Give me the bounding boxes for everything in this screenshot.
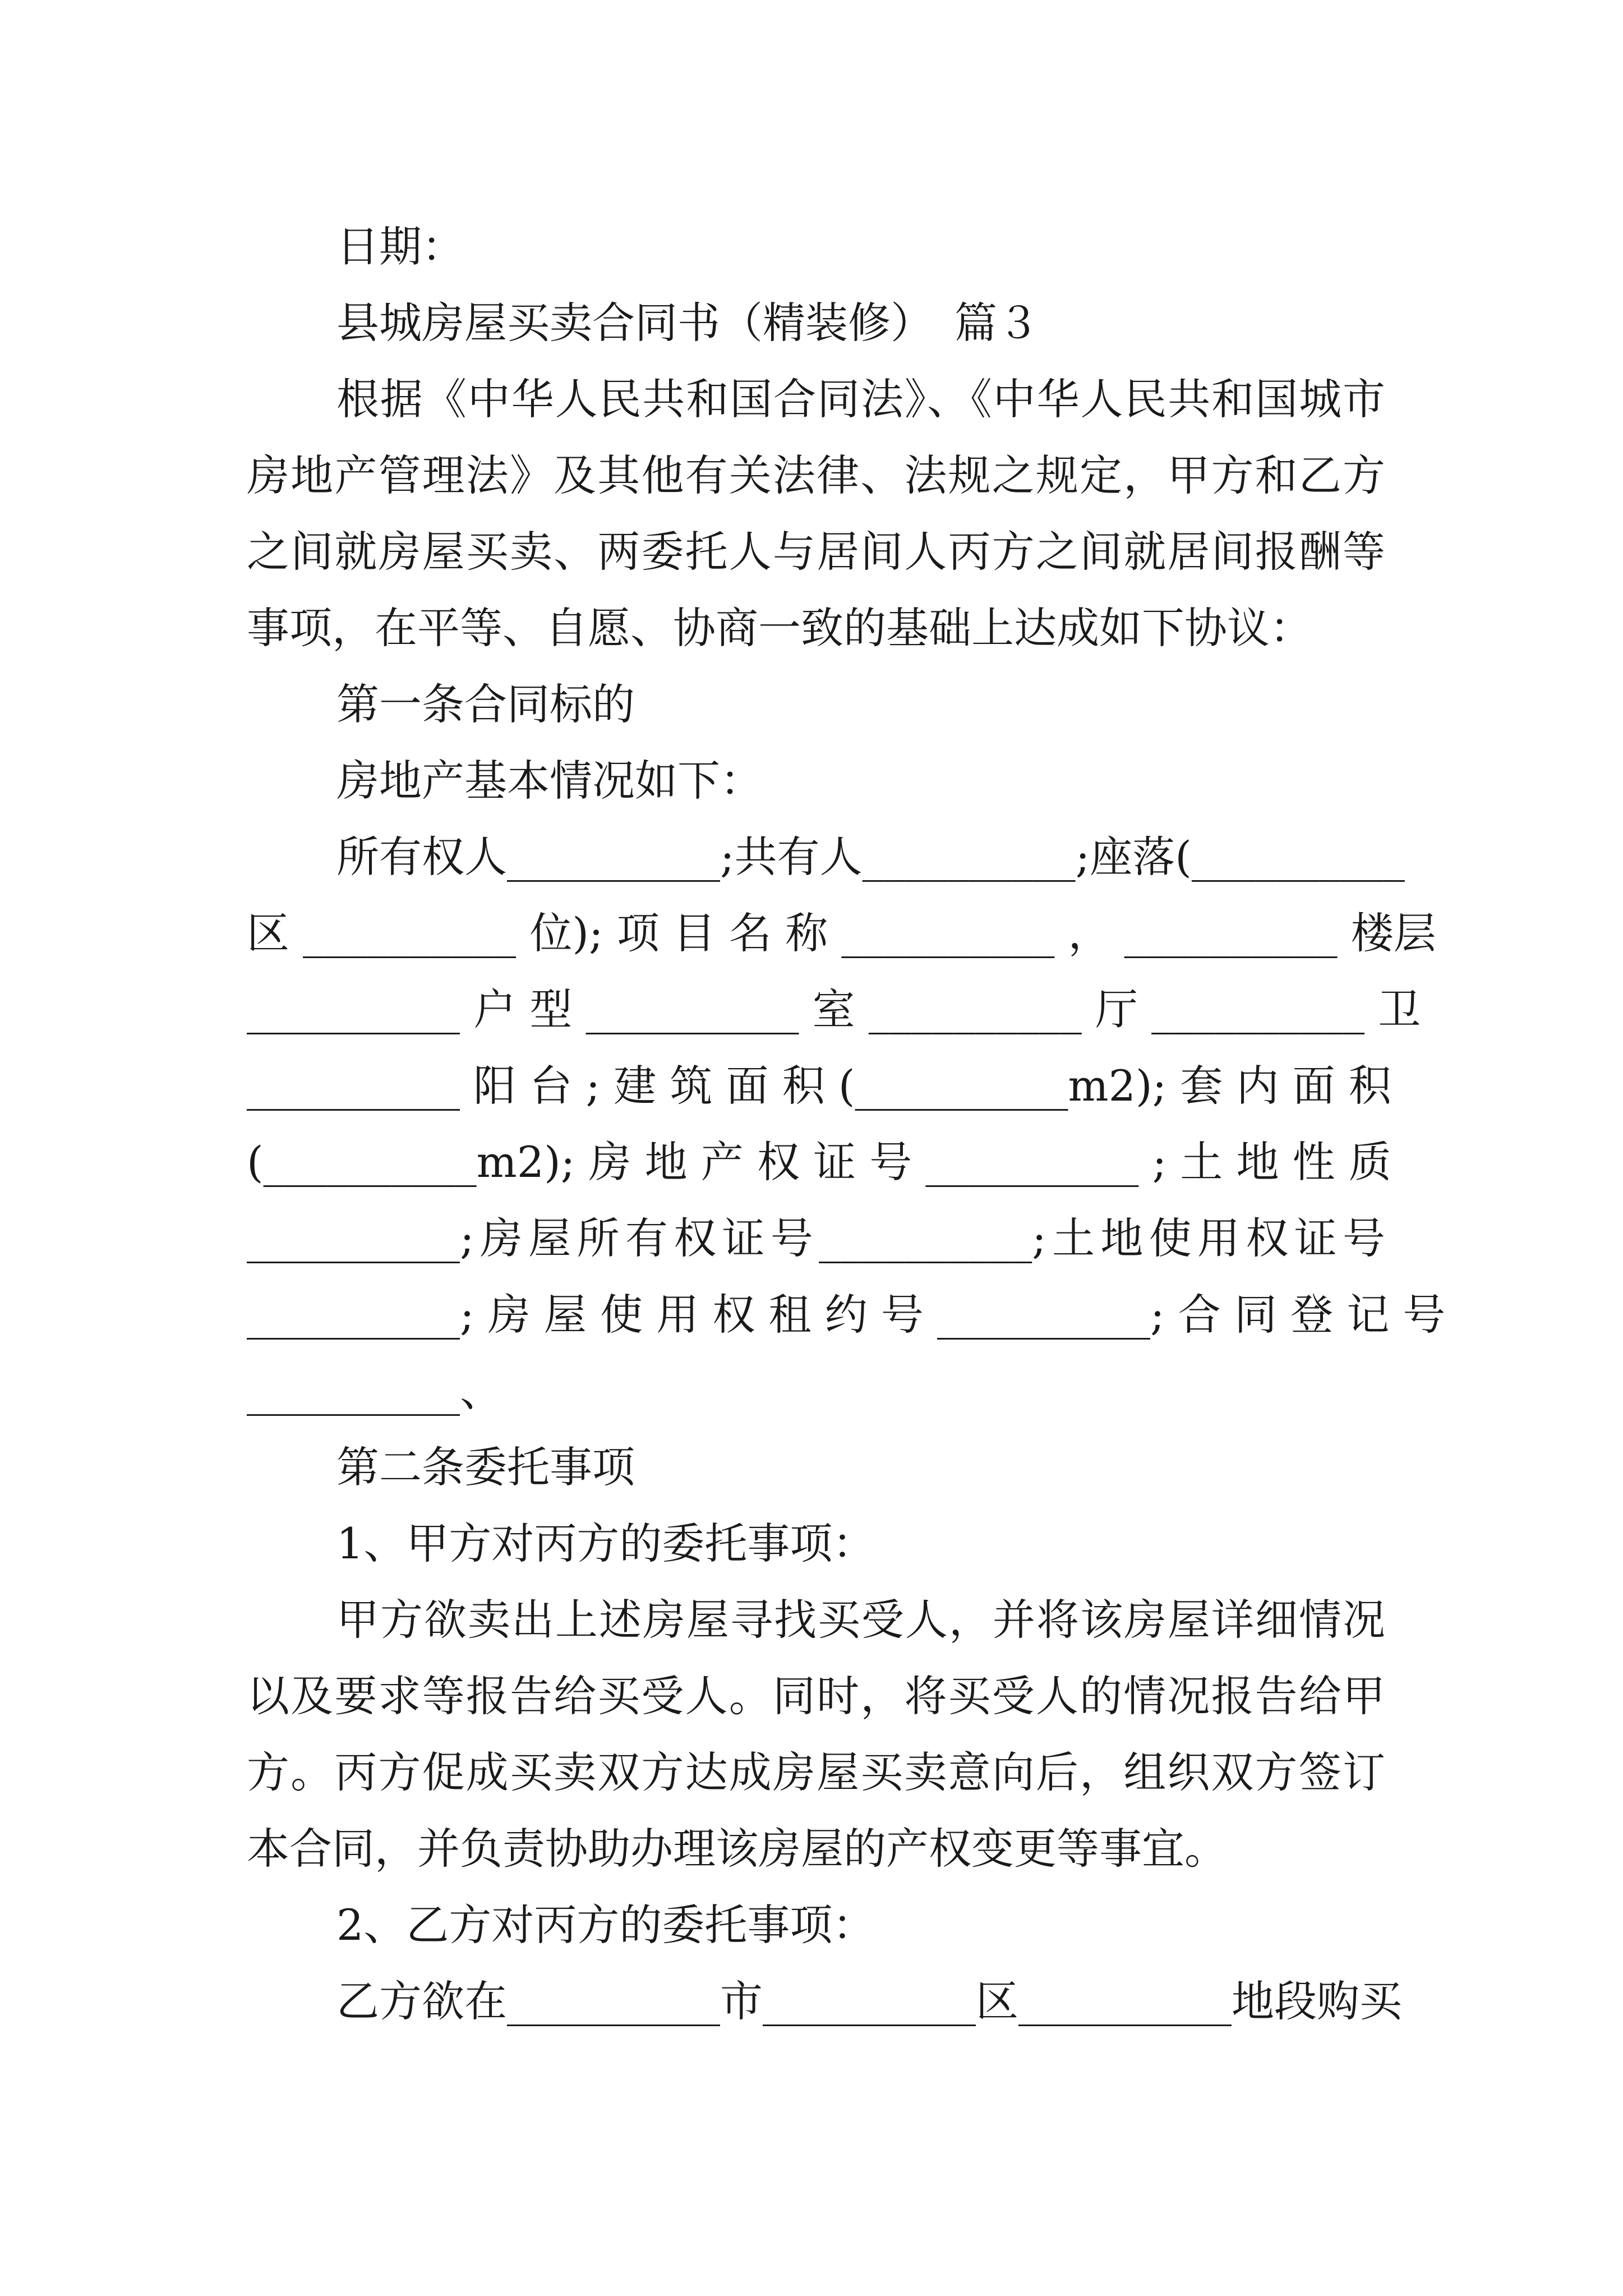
article-heading: 第一条合同标的 [336, 679, 635, 729]
form-line: __________ 户 型 __________ 室 __________ 厅 __________ 卫 [247, 984, 1421, 1034]
paragraph-line: 之间就房屋买卖、两委托人与居间人丙方之间就居间报酬等 [247, 527, 1385, 577]
paragraph-line: 事项，在平等、自愿、协商一致的基础上达成如下协议： [247, 603, 1312, 653]
form-line: __________、 [247, 1366, 502, 1416]
date-line: 日期： [336, 222, 464, 272]
paragraph-line: 甲方欲卖出上述房屋寻找买受人，并将该房屋详细情况 [336, 1595, 1385, 1645]
article-heading: 第二条委托事项 [336, 1442, 635, 1492]
paragraph-line: 本合同，并负责协助办理该房屋的产权变更等事宜。 [247, 1824, 1227, 1874]
form-line: __________ 阳 台 ; 建 筑 面 积 (__________m2); 套 内 面 积 [247, 1061, 1391, 1111]
form-line: 乙方欲在__________市__________区__________地段购买 [336, 1976, 1402, 2026]
paragraph-line: 方。丙方促成买卖双方达成房屋买卖意向后，组织双方签订 [247, 1747, 1385, 1797]
form-line: __________; 房 屋 使 用 权 租 约 号 __________; 合 同 登 记 号 [247, 1290, 1446, 1340]
form-line: 所有权人__________;共有人__________;座落(__________ [336, 832, 1405, 882]
paragraph-line: 以及要求等报告给买受人。同时，将买受人的情况报告给甲 [247, 1671, 1385, 1721]
item-heading: 1、甲方对丙方的委托事项： [336, 1519, 875, 1568]
paragraph-line: 根据《中华人民共和国合同法》、《中华人民共和国城市 [336, 374, 1385, 424]
form-line: (__________m2); 房 地 产 权 证 号 __________ ; 土 地 性 质 [247, 1137, 1391, 1187]
item-heading: 2、乙方对丙方的委托事项： [336, 1900, 875, 1950]
paragraph-line: 房地产基本情况如下： [336, 756, 763, 806]
section-title: 县城房屋买卖合同书（精装修） 篇３ [336, 298, 1040, 348]
paragraph-line: 房地产管理法》及其他有关法律、法规之规定，甲方和乙方 [247, 450, 1385, 500]
form-line: 区 __________ 位); 项 目 名 称 __________ ， __________ 楼层 [247, 908, 1436, 958]
form-line: __________;房屋所有权证号__________;土地使用权证号 [247, 1213, 1385, 1263]
